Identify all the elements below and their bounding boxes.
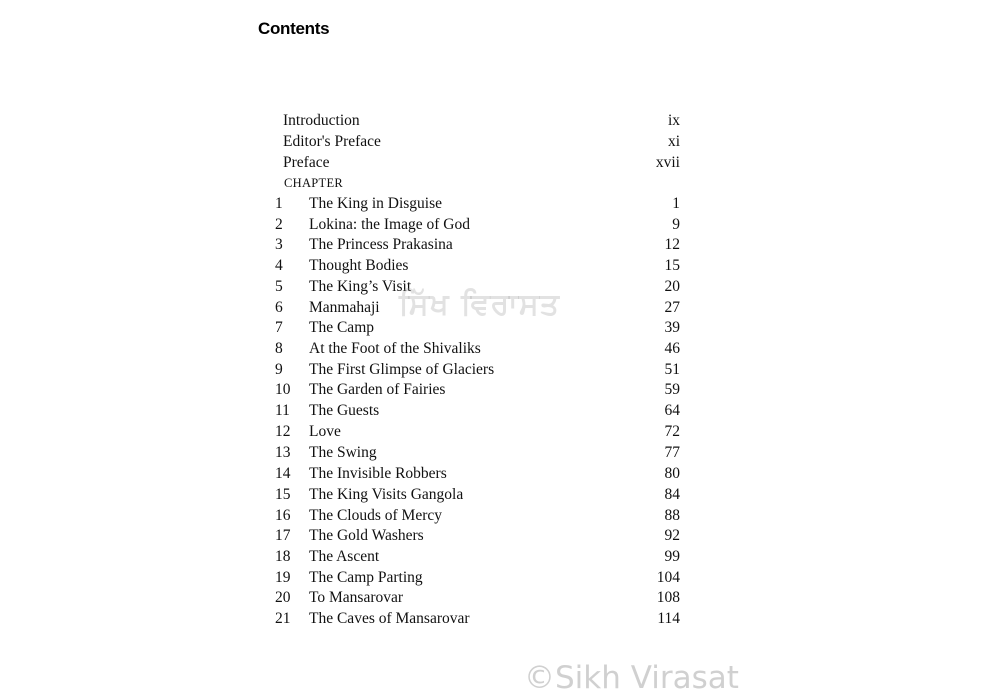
toc-entry-page: 12 xyxy=(664,236,680,253)
toc-entry-number: 1 xyxy=(275,195,283,212)
toc-entry-page: 77 xyxy=(664,444,680,461)
toc-entry-number: 16 xyxy=(275,507,291,524)
toc-entry-number: 8 xyxy=(275,340,283,357)
toc-entry-number: 12 xyxy=(275,423,291,440)
toc-entry-page: 1 xyxy=(672,195,680,212)
toc-entry-page: 108 xyxy=(656,589,680,606)
toc-entry-page: 20 xyxy=(664,278,680,295)
toc-entry-page: 51 xyxy=(664,361,680,378)
toc-entry-title: The Camp xyxy=(309,319,374,336)
toc-entry-page: 99 xyxy=(664,548,680,565)
toc-entry-number: 7 xyxy=(275,319,283,336)
toc-entry-number: 20 xyxy=(275,589,291,606)
toc-entry-title: The Camp Parting xyxy=(309,569,423,586)
toc-entry-page: 88 xyxy=(664,507,680,524)
toc-entry-page: xi xyxy=(667,133,680,150)
toc-entry-page: 27 xyxy=(664,299,680,316)
toc-entry-page: 15 xyxy=(664,257,680,274)
toc-entry-number: 5 xyxy=(275,278,283,295)
toc-entry-number: 21 xyxy=(275,610,291,627)
toc-entry-title: Preface xyxy=(283,154,330,171)
toc-entry-number: 15 xyxy=(275,486,291,503)
page-title: Contents xyxy=(258,19,330,38)
toc-entry-title: The King Visits Gangola xyxy=(309,486,464,503)
toc-entry-title: The Clouds of Mercy xyxy=(309,507,443,524)
toc-entry-number: 2 xyxy=(275,216,283,233)
toc-entry-page: 104 xyxy=(656,569,680,586)
toc-entry-title: The King in Disguise xyxy=(309,195,443,212)
toc-entry-number: 18 xyxy=(275,548,291,565)
toc-entry-title: At the Foot of the Shivaliks xyxy=(309,340,481,357)
toc-entry-title: The Guests xyxy=(309,402,380,419)
toc-entry-title: Editor's Preface xyxy=(283,133,381,150)
toc-entry-page: 84 xyxy=(664,486,680,503)
toc-entry-title: The First Glimpse of Glaciers xyxy=(309,361,495,378)
toc-entry-title: The Garden of Fairies xyxy=(309,381,446,398)
toc-entry-page: ix xyxy=(667,112,680,129)
toc-entry-page: 72 xyxy=(664,423,680,440)
toc-entry-page: 114 xyxy=(657,610,680,627)
toc-entry-number: 19 xyxy=(275,569,291,586)
toc-entry-title: The Invisible Robbers xyxy=(309,465,447,482)
toc-entry-page: xvii xyxy=(655,154,680,171)
toc-entry-title: Lokina: the Image of God xyxy=(309,216,470,233)
watermark-gurmukhi: ਸਿੱਖ ਵਿਰਾਸਤ xyxy=(399,287,560,322)
toc-entry-number: 14 xyxy=(275,465,291,482)
toc-entry-number: 13 xyxy=(275,444,291,461)
toc-entry-number: 11 xyxy=(275,402,290,419)
toc-entry-number: 4 xyxy=(275,257,283,274)
toc-entry-page: 39 xyxy=(664,319,680,336)
toc-entry-page: 64 xyxy=(664,402,680,419)
toc-entry-title: To Mansarovar xyxy=(309,589,404,606)
toc-entry-number: 17 xyxy=(275,527,291,544)
toc-entry-number: 10 xyxy=(275,381,291,398)
chapter-label: CHAPTER xyxy=(284,176,344,190)
toc-entry-page: 9 xyxy=(672,216,680,233)
toc-entry-title: The King’s Visit xyxy=(309,278,412,295)
toc-entry-title: The Princess Prakasina xyxy=(309,236,453,253)
toc-entry-page: 92 xyxy=(664,527,680,544)
toc-entry-title: The Gold Washers xyxy=(309,527,424,544)
toc-entry-title: Introduction xyxy=(283,112,360,129)
toc-entry-title: The Swing xyxy=(309,444,377,461)
toc-entry-page: 46 xyxy=(664,340,680,357)
toc-entry-number: 6 xyxy=(275,299,283,316)
watermark-copyright: ©Sikh Virasat xyxy=(524,660,739,696)
toc-entry-number: 9 xyxy=(275,361,283,378)
toc-entry-title: Love xyxy=(309,423,341,440)
toc-entry-page: 59 xyxy=(664,381,680,398)
toc-entry-page: 80 xyxy=(664,465,680,482)
toc-entry-title: The Caves of Mansarovar xyxy=(309,610,470,627)
toc-entry-title: The Ascent xyxy=(309,548,380,565)
toc-entry-title: Thought Bodies xyxy=(309,257,409,274)
toc-entry-number: 3 xyxy=(275,236,283,253)
toc-entry-title: Manmahaji xyxy=(309,299,380,316)
